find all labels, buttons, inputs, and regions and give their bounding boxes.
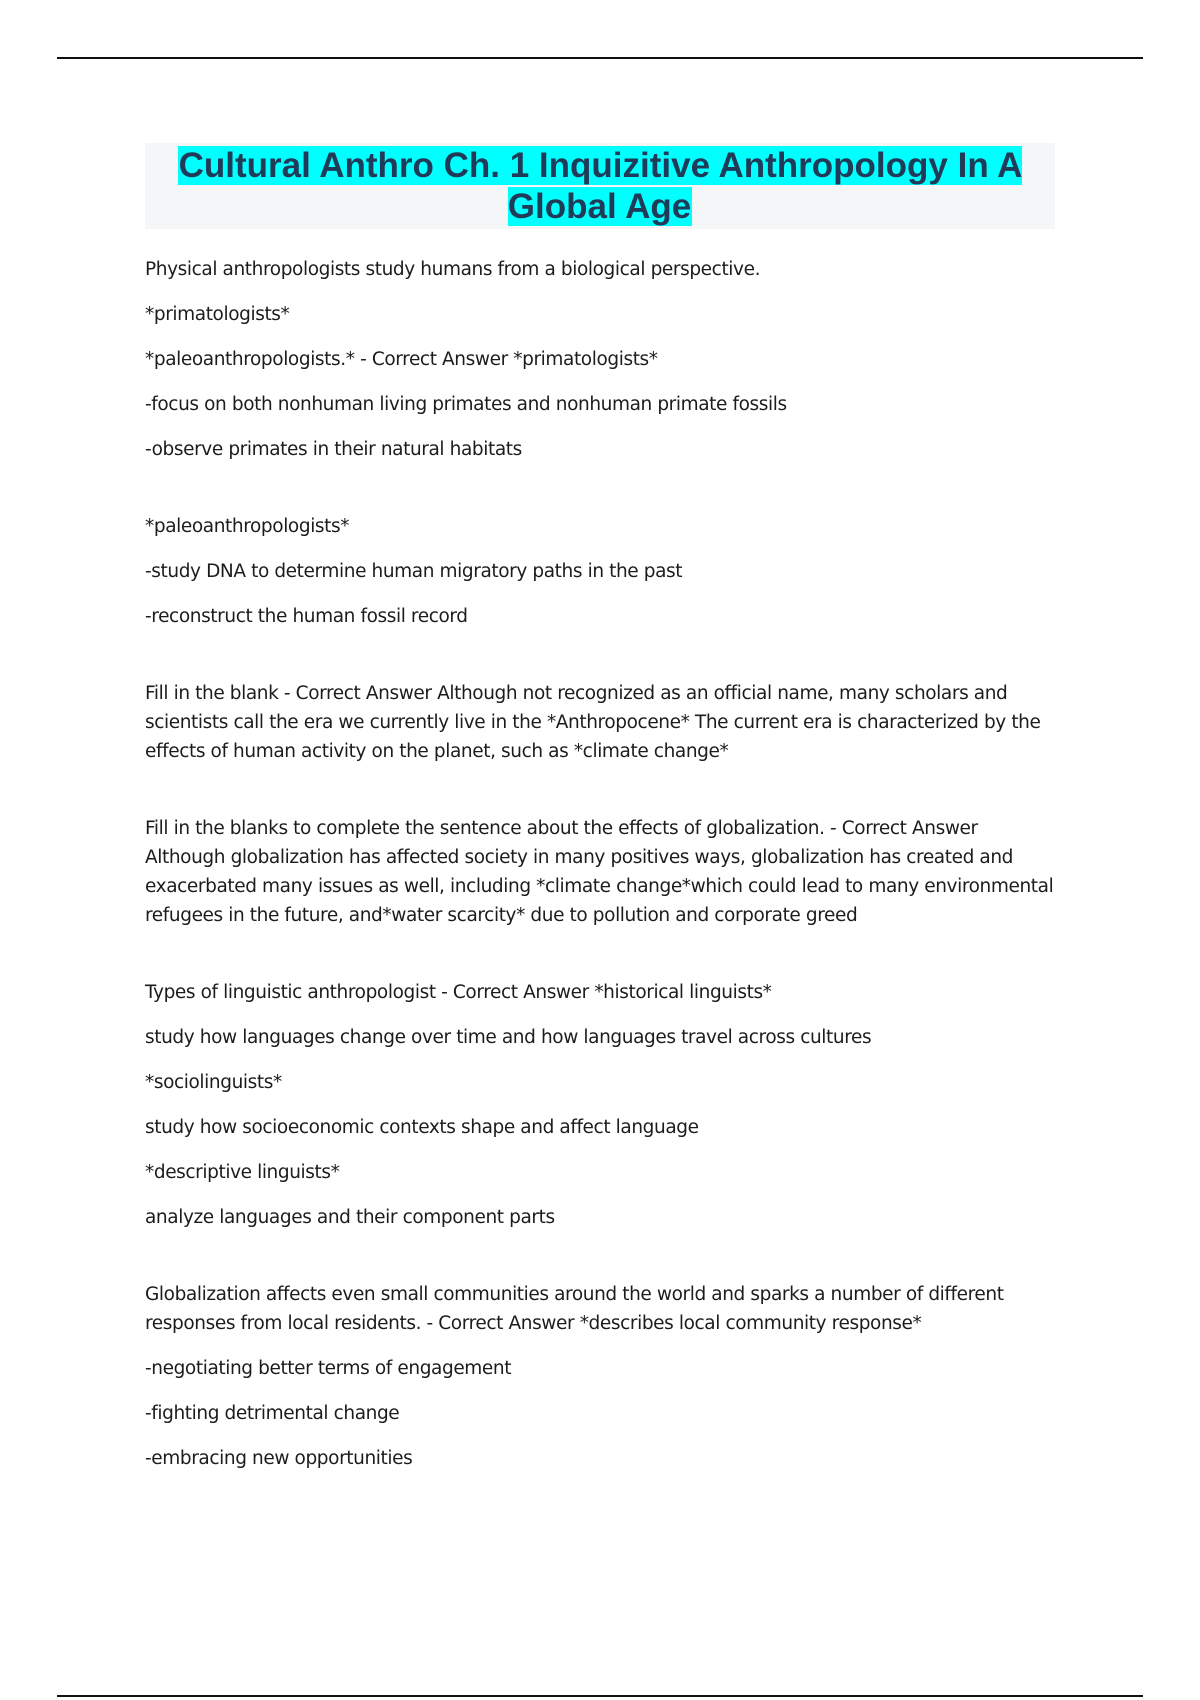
paragraph: *sociolinguists* [145,1072,282,1093]
paragraph: Types of linguistic anthropologist - Correct Answer *historical linguists* [145,982,772,1003]
paragraph: Fill in the blank - Correct Answer Although not recognized as an official name, many scholars and scientists call the era we currently live in the *Anthropocene* The current era is characterized by the effects of human activity on the planet, such as *climate change* [145,683,1041,762]
paragraph: study how languages change over time and how languages travel across cultures [145,1027,872,1048]
paragraph: *primatologists* [145,304,290,325]
paragraph: Globalization affects even small communities around the world and sparks a number of different responses from local residents. - Correct Answer *describes local community response* [145,1284,1004,1334]
paragraph: study how socioeconomic contexts shape and affect language [145,1117,699,1138]
paragraph: *paleoanthropologists* [145,516,350,537]
paragraph: Fill in the blanks to complete the sentence about the effects of globalization. - Correct Answer Although globalization has affected society in many positives ways, globalization has created and exacerbated many issues as well, including *climate change*which could lead to many environmental refugees in the future, and*water scarcity* due to pollution and corporate greed [145,818,1054,926]
bottom-rule [57,1695,1143,1697]
title-box [145,143,1055,229]
paragraph: -focus on both nonhuman living primates and nonhuman primate fossils [145,394,787,415]
document-body [145,255,1055,1489]
paragraph: -observe primates in their natural habitats [145,439,522,460]
paragraph: analyze languages and their component parts [145,1207,555,1228]
paragraph: -study DNA to determine human migratory paths in the past [145,561,683,582]
paragraph: -fighting detrimental change [145,1403,400,1424]
paragraph: -embracing new opportunities [145,1448,413,1469]
paragraph: -reconstruct the human fossil record [145,606,468,627]
paragraph: -negotiating better terms of engagement [145,1358,512,1379]
paragraph: *paleoanthropologists.* - Correct Answer *primatologists* [145,349,658,370]
title-highlight: Cultural Anthro Ch. 1 Inquizitive Anthropology In A Global Age [178,146,1023,226]
paragraph: *descriptive linguists* [145,1162,340,1183]
top-rule [57,57,1143,59]
paragraph: Physical anthropologists study humans from a biological perspective. [145,259,761,280]
document-title [145,143,1055,227]
